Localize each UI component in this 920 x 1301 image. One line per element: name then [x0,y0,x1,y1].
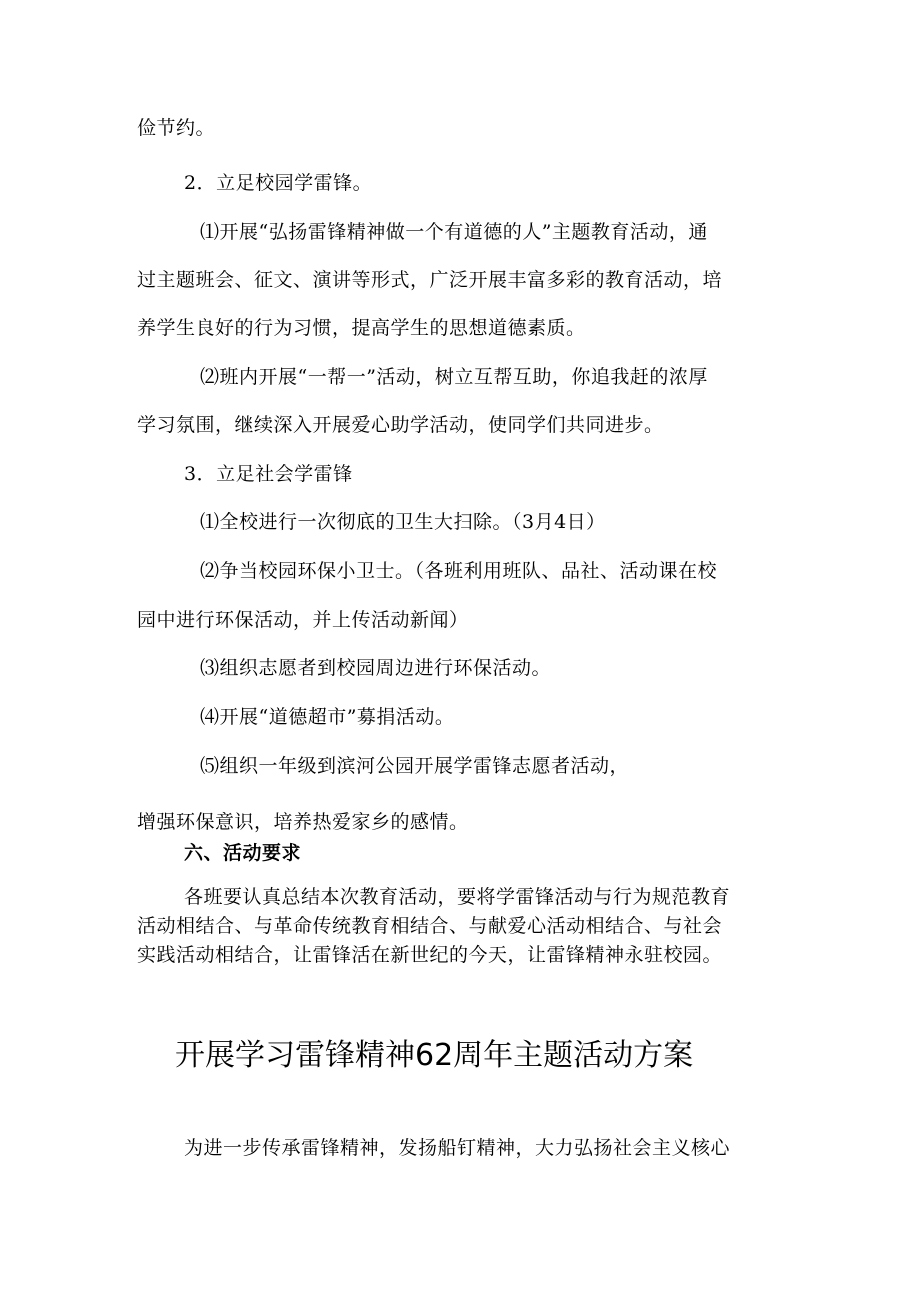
body-line: 各班要认真总结本次教育活动，要将学雷锋活动与行为规范教育 [184,886,731,908]
body-line: 学习氛围，继续深入开展爱心助学活动，使同学们共同进步。 [137,414,664,436]
body-line: 活动相结合、与革命传统教育相结合、与献爱心活动相结合、与社会 [137,915,723,937]
subsection-heading: 3．立足社会学雷锋 [184,463,353,485]
body-line: 增强环保意识，培养热爱家乡的感情。 [137,811,469,833]
body-line: 园中进行环保活动，并上传活动新闻） [137,609,469,631]
body-line: 养学生良好的行为习惯，提高学生的思想道德素质。 [137,317,586,339]
body-line: ⑷开展“道德超市”募捐活动。 [200,706,455,728]
body-line: 为进一步传承雷锋精神，发扬船钉精神，大力弘扬社会主义核心 [184,1137,731,1159]
body-line: ⑶组织志愿者到校园周边进行环保活动。 [200,657,552,679]
body-line: ⑵争当校园环保小卫士。（各班利用班队、品社、活动课在校 [200,560,718,582]
body-line: 过主题班会、征文、演讲等形式，广泛开展丰富多彩的教育活动，培 [137,269,723,291]
body-line: 实践活动相结合，让雷锋活在新世纪的今天，让雷锋精神永驻校园。 [137,944,723,966]
section-heading: 六、活动要求 [184,842,302,864]
subsection-heading: 2．立足校园学雷锋。 [184,172,373,194]
body-line: ⑵班内开展“一帮一”活动，树立互帮互助，你追我赶的浓厚 [200,366,708,388]
body-line: 俭节约。 [137,117,216,139]
document-title: 开展学习雷锋精神62周年主题活动方案 [175,1038,694,1073]
body-line: ⑴开展“弘扬雷锋精神做一个有道德的人”主题教育活动，通 [200,221,708,243]
body-line: ⑴全校进行一次彻底的卫生大扫除。（3月4日） [200,511,606,533]
body-line: ⑸组织一年级到滨河公园开展学雷锋志愿者活动， [200,755,630,777]
